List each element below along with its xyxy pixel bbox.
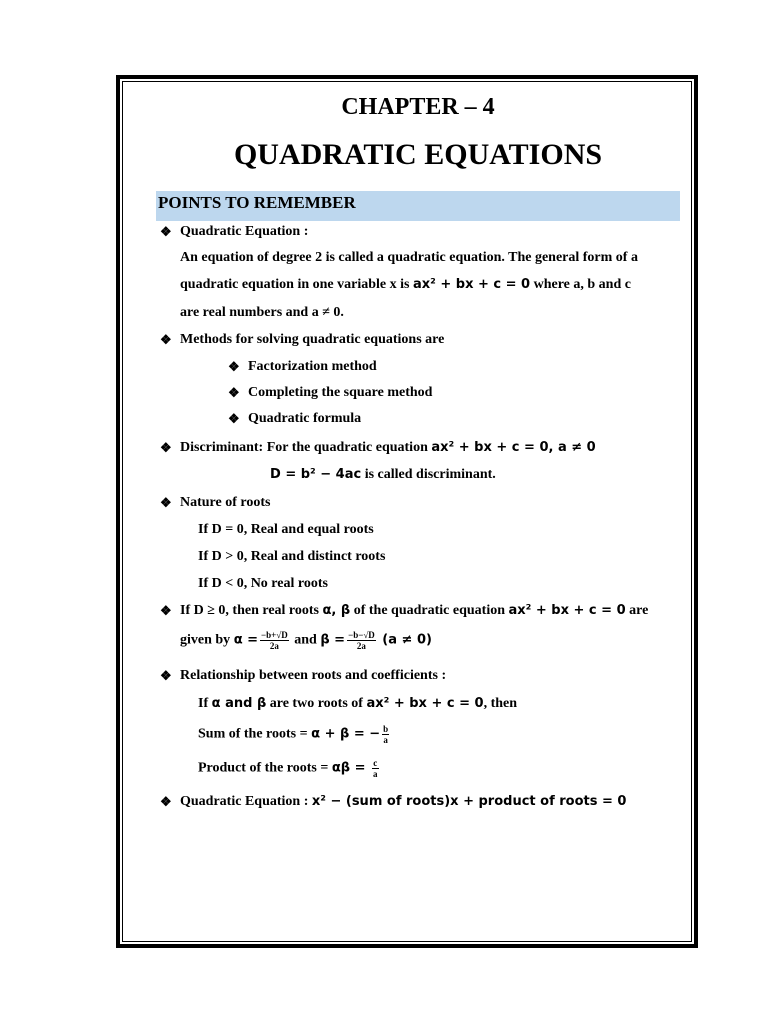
product-denominator: a [373,769,378,779]
method-item: Quadratic formula [248,411,362,426]
roots-symbols: α, β [322,603,351,618]
alpha-fraction [260,630,289,651]
final-text: Quadratic Equation : [180,794,312,809]
methods-heading: Methods for solving quadratic equations are [180,332,445,347]
beta-label: β = [320,632,346,648]
bullet-icon: ❖ [228,385,240,400]
qe-line-2-text: quadratic equation in one variable x is [180,277,413,292]
product-fraction [372,758,379,779]
sum-math: α + β = − [311,726,381,742]
product-of-roots [198,758,381,779]
nature-item: If D > 0, Real and distinct roots [198,549,386,564]
method-item: Completing the square method [248,385,433,400]
rel-line-1 [198,696,517,712]
sum-label: Sum of the roots = [198,726,312,742]
nature-item: If D < 0, No real roots [198,576,328,591]
beta-numerator: −b−√D [348,630,375,640]
qe-heading: Quadratic Equation : [180,224,309,239]
qe-general-form: ax² + bx + c = 0 [412,277,531,292]
rel-text: If [198,696,212,711]
roots-condition: (a ≠ 0) [377,632,432,648]
rel-symbols: α and β [211,696,267,711]
bullet-icon: ❖ [160,668,172,683]
nature-item: If D = 0, Real and equal roots [198,522,374,537]
bullet-icon: ❖ [160,224,172,239]
bullet-icon: ❖ [228,359,240,374]
disc-equation: ax² + bx + c = 0, a ≠ 0 [431,440,596,455]
chapter-title: QUADRATIC EQUATIONS [233,138,603,171]
roots-text: and [290,632,321,648]
final-equation: x² − (sum of roots)x + product of roots = 0 [311,794,627,809]
sum-fraction [382,724,389,745]
final-equation-line [180,794,626,810]
bullet-icon: ❖ [228,411,240,426]
alpha-label: α = [233,632,259,648]
roots-text: are [625,603,649,618]
section-heading: POINTS TO REMEMBER [158,193,356,212]
alpha-numerator: −b+√D [261,630,288,640]
nature-heading: Nature of roots [180,495,271,510]
disc-formula-text: is called discriminant. [361,467,496,482]
beta-denominator: 2a [356,641,366,651]
alpha-denominator: 2a [269,641,279,651]
roots-text: given by [180,632,234,648]
bullet-icon: ❖ [160,440,172,455]
section-header-band [156,191,680,221]
disc-heading [180,440,596,456]
product-numerator: c [373,758,378,768]
qe-line-2-rest: where a, b and c [530,277,631,292]
sum-denominator: a [383,735,388,745]
roots-line-2 [180,630,432,651]
beta-fraction [347,630,376,651]
product-math: αβ = [331,760,371,776]
rel-heading: Relationship between roots and coefficients : [180,668,447,683]
rel-text: , then [483,696,518,711]
bullet-icon: ❖ [160,332,172,347]
rel-equation: ax² + bx + c = 0 [366,696,484,711]
roots-text: of the quadratic equation [350,603,509,618]
sum-of-roots [198,724,391,745]
product-label: Product of the roots = [198,760,332,776]
chapter-number: CHAPTER – 4 [341,94,495,120]
bullet-icon: ❖ [160,603,172,618]
roots-line-1 [180,603,648,619]
rel-text: are two roots of [266,696,367,711]
method-item: Factorization method [248,359,377,374]
disc-formula-math: D = b² − 4ac [270,467,362,482]
roots-equation: ax² + bx + c = 0 [508,603,626,618]
qe-line-3: are real numbers and a ≠ 0. [180,305,344,320]
bullet-icon: ❖ [160,495,172,510]
roots-text: If D ≥ 0, then real roots [180,603,323,618]
sum-numerator: b [383,724,389,734]
qe-line-1: An equation of degree 2 is called a quadratic equation. The general form of a [180,250,638,265]
disc-formula [270,467,496,483]
bullet-icon: ❖ [160,794,172,809]
qe-line-2 [180,277,631,293]
disc-heading-text: Discriminant: For the quadratic equation [180,440,432,455]
